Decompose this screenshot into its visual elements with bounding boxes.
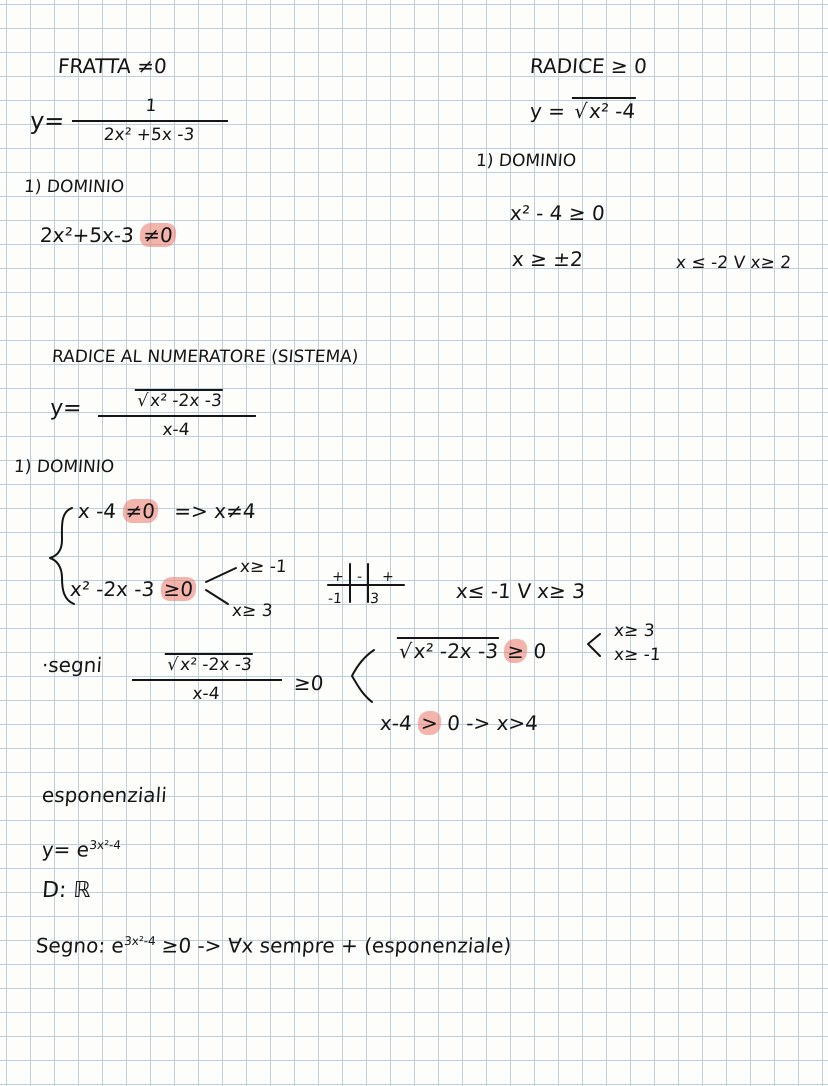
- system-line-2: [69, 578, 197, 600]
- segni-branch-denominator: [379, 712, 539, 734]
- radice-formula: [529, 100, 636, 122]
- segni-branch-den-result: 0 -> x>4: [446, 711, 539, 735]
- esponenziali-sign-label: Segno: e: [34, 933, 125, 958]
- esponenziali-exponent: 3x²-4: [88, 838, 122, 852]
- segni-numerator: [132, 654, 284, 681]
- sistema-title: RADICE AL NUMERATORE (SISTEMA): [51, 347, 360, 367]
- fratta-dominio-label: 1) DOMINIO: [23, 177, 125, 197]
- segni-branch-num-zero: 0: [532, 639, 548, 663]
- segni-branch-brace: [352, 650, 374, 702]
- esponenziali-domain: D: ℝ: [41, 878, 92, 903]
- sign-chart-root-1: -1: [327, 591, 343, 607]
- radice-dominio-label: 1) DOMINIO: [475, 151, 577, 171]
- fratta-fraction: [70, 95, 230, 146]
- segni-branch-num-sol-1: x≥ 3: [613, 621, 656, 641]
- segni-branch-num-sol-2: x≥ -1: [613, 645, 662, 665]
- sign-chart-root-2: 3: [369, 591, 380, 607]
- sistema-dominio-label: 1) DOMINIO: [13, 457, 115, 477]
- fratta-condition: [39, 224, 176, 246]
- fratta-condition-rel: ≠0: [139, 223, 176, 247]
- system-branch-lower: x≥ 3: [231, 601, 274, 621]
- segni-branch-den-rel: >: [417, 711, 441, 735]
- sistema-denominator: x-4: [161, 420, 191, 440]
- segni-branch-num-expr: √ x² -2x -3: [395, 637, 499, 663]
- system-line-1-rel: ≠0: [122, 499, 159, 523]
- sistema-numerator: [98, 390, 258, 417]
- fratta-title: FRATTA ≠0: [57, 54, 168, 78]
- segni-num-branch: [588, 634, 600, 656]
- sign-chart-right: +: [381, 569, 395, 585]
- system-line-1-expr: x -4: [77, 499, 117, 523]
- esponenziali-sign-exponent: 3x²-4: [123, 934, 157, 948]
- esponenziali-sign: [35, 930, 512, 957]
- radice-formula-prefix: y =: [529, 99, 566, 123]
- sistema-radicand: √ x² -2x -3: [134, 389, 223, 411]
- system-line-2-rel: ≥0: [160, 577, 197, 601]
- radice-title: RADICE ≥ 0: [529, 54, 648, 78]
- segni-radicand: √ x² -2x -3: [164, 653, 253, 675]
- esponenziali-formula: [41, 834, 122, 861]
- sistema-y-label: y=: [49, 396, 83, 421]
- radice-solution-1: x ≥ ±2: [511, 247, 584, 271]
- system-line-1: [77, 500, 256, 522]
- segni-relation: ≥0: [293, 671, 325, 695]
- system-line-1-result: => x≠4: [173, 499, 257, 523]
- radice-radicand: √ x² -4: [570, 97, 636, 123]
- system-line-2-expr: x² -2x -3: [69, 577, 156, 601]
- segni-label: ·segni: [41, 653, 103, 677]
- radice-solution-2: x ≤ -2 V x≥ 2: [675, 253, 792, 273]
- fratta-y-label: y=: [29, 107, 66, 135]
- segni-branch-num-rel: ≥: [504, 639, 528, 663]
- esponenziali-title: esponenziali: [41, 783, 168, 807]
- sign-chart-middle: -: [356, 569, 363, 585]
- branch-line-lower: [206, 590, 228, 604]
- radice-condition: x² - 4 ≥ 0: [509, 201, 606, 225]
- sistema-domain-result: x≤ -1 V x≥ 3: [455, 579, 586, 603]
- fratta-numerator: 1: [72, 95, 230, 122]
- segni-branch-den-expr: x-4: [379, 711, 413, 735]
- branch-line-upper: [206, 568, 236, 582]
- esponenziali-y-label: y= e: [40, 837, 90, 862]
- segni-denominator: x-4: [191, 684, 221, 704]
- sign-chart-left: +: [331, 569, 345, 585]
- esponenziali-sign-result: ≥0 -> ∀x sempre + (esponenziale): [160, 933, 513, 958]
- segni-branch-numerator: [395, 640, 547, 662]
- fratta-denominator: 2x² +5x -3: [102, 125, 195, 145]
- segni-fraction: [130, 654, 284, 705]
- sistema-fraction: [96, 390, 258, 441]
- fratta-condition-expr: 2x²+5x-3: [39, 223, 135, 247]
- system-branch-upper: x≥ -1: [239, 557, 288, 577]
